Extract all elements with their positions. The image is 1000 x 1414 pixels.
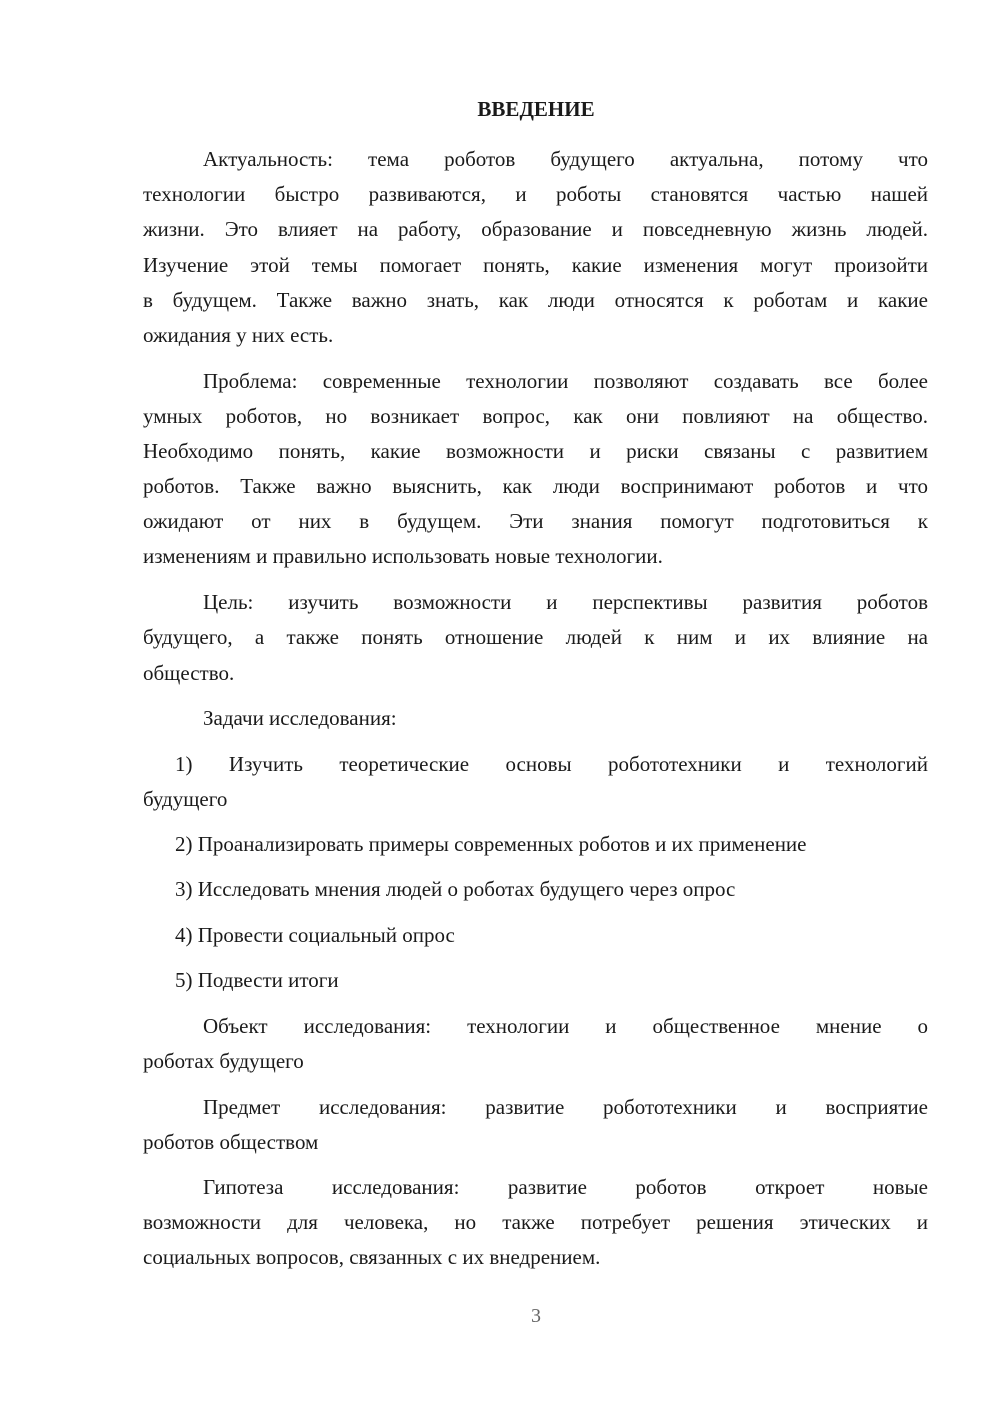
paragraph-line: будущего, а также понять отношение людей к ним и их влияние на	[143, 625, 928, 649]
list-item-line: 3) Исследовать мнения людей о роботах будущего через опрос	[175, 877, 736, 901]
list-item-line: 1) Изучить теоретические основы робототехники и технологий	[175, 752, 928, 776]
paragraph-line: роботов. Также важно выяснить, как люди воспринимают роботов и что	[143, 474, 928, 498]
paragraph-line: технологии быстро развиваются, и роботы становятся частью нашей	[143, 182, 928, 206]
page-title: ВВЕДЕНИЕ	[477, 97, 595, 121]
list-item-line: 2) Проанализировать примеры современных роботов и их применение	[175, 832, 807, 856]
paragraph-line: Изучение этой темы помогает понять, какие изменения могут произойти	[143, 253, 928, 277]
list-item-line: 4) Провести социальный опрос	[175, 923, 455, 947]
page-number: 3	[531, 1305, 541, 1327]
paragraph-line: Объект исследования: технологии и общественное мнение о	[203, 1014, 928, 1038]
paragraph-line: Задачи исследования:	[203, 706, 397, 730]
paragraph-line: Проблема: современные технологии позволяют создавать все более	[203, 369, 928, 393]
paragraph-line: возможности для человека, но также потребует решения этических и	[143, 1210, 928, 1234]
paragraph-line: роботов обществом	[143, 1130, 319, 1154]
paragraph-line: Актуальность: тема роботов будущего актуальна, потому что	[203, 147, 928, 171]
paragraph-line: социальных вопросов, связанных с их внедрением.	[143, 1245, 601, 1269]
list-item-line: будущего	[143, 787, 228, 811]
paragraph-line: в будущем. Также важно знать, как люди относятся к роботам и какие	[143, 288, 928, 312]
list-item-line: 5) Подвести итоги	[175, 968, 339, 992]
paragraph-line: Гипотеза исследования: развитие роботов откроет новые	[203, 1175, 928, 1199]
paragraph-line: Предмет исследования: развитие робототехники и восприятие	[203, 1095, 928, 1119]
paragraph-line: умных роботов, но возникает вопрос, как они повлияют на общество.	[143, 404, 928, 428]
paragraph-line: ожидают от них в будущем. Эти знания помогут подготовиться к	[143, 509, 928, 533]
paragraph-line: жизни. Это влияет на работу, образование и повседневную жизнь людей.	[143, 217, 928, 241]
paragraph-line: роботах будущего	[143, 1049, 304, 1073]
paragraph-line: ожидания у них есть.	[143, 323, 334, 347]
paragraph-line: Цель: изучить возможности и перспективы развития роботов	[203, 590, 928, 614]
paragraph-line: изменениям и правильно использовать новые технологии.	[143, 544, 663, 568]
paragraph-line: Необходимо понять, какие возможности и риски связаны с развитием	[143, 439, 928, 463]
paragraph-line: общество.	[143, 661, 235, 685]
